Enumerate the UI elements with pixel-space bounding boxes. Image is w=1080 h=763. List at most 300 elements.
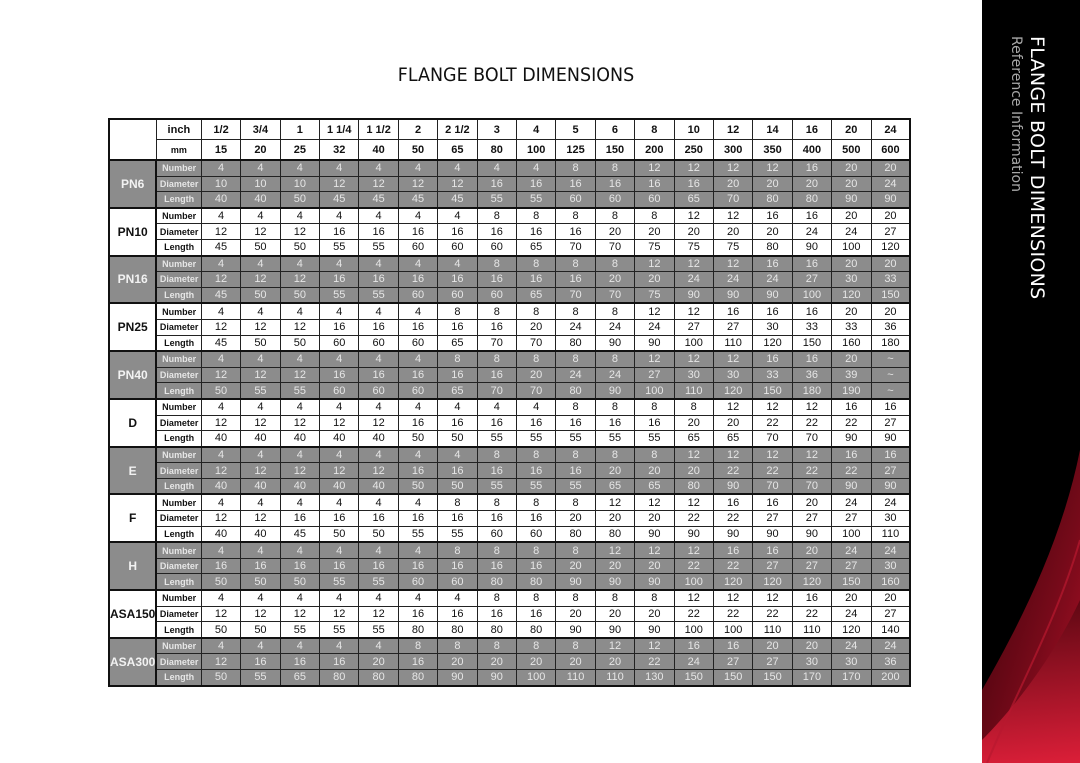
value-cell: 12 xyxy=(595,638,634,654)
value-cell: 70 xyxy=(595,287,634,303)
value-cell: 4 xyxy=(398,303,437,319)
value-cell: 16 xyxy=(477,367,516,383)
value-cell: 24 xyxy=(556,367,595,383)
value-cell: 75 xyxy=(674,239,713,255)
value-cell: 4 xyxy=(438,160,477,176)
value-cell: 12 xyxy=(438,176,477,192)
mm-size: 400 xyxy=(792,140,831,161)
value-cell: 27 xyxy=(792,558,831,574)
value-cell: 16 xyxy=(556,224,595,240)
value-cell: 16 xyxy=(792,303,831,319)
value-cell: 80 xyxy=(516,574,555,590)
value-cell: 12 xyxy=(635,256,674,272)
value-cell: 4 xyxy=(438,447,477,463)
value-cell: 8 xyxy=(595,208,634,224)
value-cell: 20 xyxy=(635,272,674,288)
value-cell: 24 xyxy=(753,272,792,288)
table-row-e-length xyxy=(109,478,910,494)
row-label-length: Length xyxy=(156,670,201,686)
value-cell: 16 xyxy=(320,558,359,574)
value-cell: 12 xyxy=(753,160,792,176)
value-cell: 16 xyxy=(320,367,359,383)
value-cell: 90 xyxy=(832,431,871,447)
inch-size: 16 xyxy=(792,119,831,140)
value-cell: 12 xyxy=(241,367,280,383)
value-cell: 12 xyxy=(635,638,674,654)
value-cell: 20 xyxy=(595,463,634,479)
group-label: D xyxy=(109,399,156,447)
value-cell: 110 xyxy=(713,335,752,351)
value-cell: 16 xyxy=(359,511,398,527)
group-label: ASA150 xyxy=(109,590,156,638)
value-cell: 4 xyxy=(280,542,319,558)
value-cell: 16 xyxy=(477,272,516,288)
value-cell: 4 xyxy=(280,447,319,463)
group-label: PN16 xyxy=(109,256,156,304)
value-cell: 4 xyxy=(320,399,359,415)
value-cell: 150 xyxy=(753,670,792,686)
value-cell: 16 xyxy=(359,558,398,574)
value-cell: 20 xyxy=(871,208,910,224)
value-cell: 4 xyxy=(359,494,398,510)
row-label-number: Number xyxy=(156,494,201,510)
value-cell: 12 xyxy=(635,494,674,510)
value-cell: 90 xyxy=(871,478,910,494)
value-cell: 24 xyxy=(832,638,871,654)
group-label: PN10 xyxy=(109,208,156,256)
value-cell: 16 xyxy=(398,654,437,670)
inch-size: 3 xyxy=(477,119,516,140)
value-cell: 4 xyxy=(201,351,240,367)
mm-size: 500 xyxy=(832,140,871,161)
row-label-number: Number xyxy=(156,351,201,367)
inch-size: 10 xyxy=(674,119,713,140)
sidebar-subtitle: Reference Information xyxy=(1008,36,1024,192)
value-cell: 12 xyxy=(201,224,240,240)
value-cell: 20 xyxy=(792,176,831,192)
inch-size: 24 xyxy=(871,119,910,140)
value-cell: 4 xyxy=(398,160,437,176)
value-cell: 12 xyxy=(792,399,831,415)
value-cell: 16 xyxy=(516,176,555,192)
table-row-pn16-length xyxy=(109,287,910,303)
value-cell: 30 xyxy=(832,654,871,670)
table-row-d-length xyxy=(109,431,910,447)
value-cell: 20 xyxy=(556,606,595,622)
value-cell: 27 xyxy=(753,654,792,670)
value-cell: 4 xyxy=(438,399,477,415)
value-cell: 12 xyxy=(241,224,280,240)
value-cell: 16 xyxy=(477,463,516,479)
value-cell: 150 xyxy=(674,670,713,686)
value-cell: 39 xyxy=(832,367,871,383)
value-cell: 22 xyxy=(753,606,792,622)
value-cell: 4 xyxy=(438,208,477,224)
mm-size: 25 xyxy=(280,140,319,161)
value-cell: 60 xyxy=(477,526,516,542)
value-cell: 90 xyxy=(871,192,910,208)
value-cell: 30 xyxy=(832,272,871,288)
value-cell: 12 xyxy=(320,606,359,622)
value-cell: 16 xyxy=(320,511,359,527)
value-cell: 8 xyxy=(556,399,595,415)
value-cell: 80 xyxy=(477,622,516,638)
value-cell: 12 xyxy=(792,447,831,463)
value-cell: 12 xyxy=(359,415,398,431)
value-cell: 20 xyxy=(792,638,831,654)
value-cell: 90 xyxy=(635,335,674,351)
table-row-pn40-number xyxy=(109,351,910,367)
value-cell: 8 xyxy=(516,590,555,606)
value-cell: 33 xyxy=(753,367,792,383)
value-cell: 55 xyxy=(635,431,674,447)
value-cell: 4 xyxy=(438,590,477,606)
value-cell: 16 xyxy=(359,367,398,383)
value-cell: 4 xyxy=(241,160,280,176)
value-cell: 160 xyxy=(871,574,910,590)
value-cell: 60 xyxy=(438,287,477,303)
value-cell: 36 xyxy=(871,654,910,670)
value-cell: 30 xyxy=(871,511,910,527)
value-cell: 4 xyxy=(359,256,398,272)
value-cell: 55 xyxy=(595,431,634,447)
value-cell: 90 xyxy=(595,574,634,590)
value-cell: 12 xyxy=(674,351,713,367)
value-cell: 22 xyxy=(792,415,831,431)
value-cell: 60 xyxy=(320,335,359,351)
value-cell: 80 xyxy=(753,239,792,255)
value-cell: 4 xyxy=(398,351,437,367)
value-cell: 55 xyxy=(320,239,359,255)
value-cell: 36 xyxy=(871,319,910,335)
table-row-h-diameter xyxy=(109,558,910,574)
mm-size: 350 xyxy=(753,140,792,161)
value-cell: 12 xyxy=(201,272,240,288)
mm-size: 150 xyxy=(595,140,634,161)
value-cell: 65 xyxy=(674,192,713,208)
value-cell: 16 xyxy=(516,272,555,288)
value-cell: 4 xyxy=(320,351,359,367)
value-cell: 24 xyxy=(871,494,910,510)
value-cell: 55 xyxy=(477,431,516,447)
mm-size: 200 xyxy=(635,140,674,161)
inch-label: inch xyxy=(156,119,201,140)
value-cell: 27 xyxy=(832,511,871,527)
value-cell: 75 xyxy=(635,239,674,255)
value-cell: 100 xyxy=(674,574,713,590)
value-cell: 20 xyxy=(871,160,910,176)
value-cell: 50 xyxy=(201,383,240,399)
value-cell: 55 xyxy=(359,574,398,590)
value-cell: 16 xyxy=(201,558,240,574)
value-cell: 20 xyxy=(792,542,831,558)
value-cell: 50 xyxy=(201,574,240,590)
value-cell: 22 xyxy=(792,606,831,622)
value-cell: 4 xyxy=(201,303,240,319)
value-cell: 55 xyxy=(516,431,555,447)
value-cell: 8 xyxy=(556,590,595,606)
value-cell: 16 xyxy=(713,638,752,654)
row-label-diameter: Diameter xyxy=(156,511,201,527)
value-cell: 80 xyxy=(674,478,713,494)
value-cell: 4 xyxy=(398,256,437,272)
value-cell: 16 xyxy=(438,606,477,622)
table-row-pn25-number xyxy=(109,303,910,319)
row-label-number: Number xyxy=(156,399,201,415)
value-cell: 20 xyxy=(595,558,634,574)
table-row-h-number xyxy=(109,542,910,558)
value-cell: 8 xyxy=(477,303,516,319)
header-row-mm xyxy=(109,140,910,161)
value-cell: 4 xyxy=(320,494,359,510)
value-cell: 20 xyxy=(516,319,555,335)
value-cell: 16 xyxy=(280,654,319,670)
value-cell: 120 xyxy=(871,239,910,255)
value-cell: 70 xyxy=(556,287,595,303)
value-cell: 110 xyxy=(556,670,595,686)
value-cell: 22 xyxy=(753,415,792,431)
value-cell: 65 xyxy=(438,383,477,399)
value-cell: 150 xyxy=(832,574,871,590)
value-cell: 22 xyxy=(832,463,871,479)
value-cell: 75 xyxy=(635,287,674,303)
value-cell: 120 xyxy=(832,287,871,303)
value-cell: 16 xyxy=(516,224,555,240)
group-label: H xyxy=(109,542,156,590)
value-cell: 16 xyxy=(398,319,437,335)
value-cell: 16 xyxy=(792,590,831,606)
value-cell: 4 xyxy=(398,494,437,510)
value-cell: 16 xyxy=(320,272,359,288)
table-row-pn6-length xyxy=(109,192,910,208)
value-cell: 55 xyxy=(359,287,398,303)
value-cell: 40 xyxy=(241,431,280,447)
value-cell: 20 xyxy=(477,654,516,670)
inch-size: 14 xyxy=(753,119,792,140)
table-row-pn10-length xyxy=(109,239,910,255)
value-cell: 60 xyxy=(438,239,477,255)
value-cell: 4 xyxy=(280,494,319,510)
value-cell: 27 xyxy=(674,319,713,335)
value-cell: 16 xyxy=(556,463,595,479)
value-cell: 8 xyxy=(516,494,555,510)
value-cell: 20 xyxy=(635,224,674,240)
value-cell: 60 xyxy=(477,239,516,255)
value-cell: 12 xyxy=(713,160,752,176)
value-cell: 45 xyxy=(359,192,398,208)
value-cell: 12 xyxy=(320,415,359,431)
inch-size: 8 xyxy=(635,119,674,140)
value-cell: 30 xyxy=(674,367,713,383)
value-cell: 150 xyxy=(871,287,910,303)
value-cell: 20 xyxy=(832,256,871,272)
row-label-number: Number xyxy=(156,638,201,654)
value-cell: 8 xyxy=(635,399,674,415)
value-cell: 16 xyxy=(753,303,792,319)
value-cell: 27 xyxy=(871,224,910,240)
value-cell: 24 xyxy=(792,224,831,240)
value-cell: 30 xyxy=(713,367,752,383)
value-cell: 90 xyxy=(832,192,871,208)
value-cell: 33 xyxy=(792,319,831,335)
table-row-pn40-length xyxy=(109,383,910,399)
value-cell: 24 xyxy=(674,272,713,288)
value-cell: 70 xyxy=(477,383,516,399)
value-cell: 20 xyxy=(832,590,871,606)
value-cell: 8 xyxy=(556,208,595,224)
value-cell: 12 xyxy=(201,606,240,622)
value-cell: 8 xyxy=(477,590,516,606)
value-cell: 8 xyxy=(477,208,516,224)
value-cell: 12 xyxy=(359,463,398,479)
value-cell: 12 xyxy=(674,494,713,510)
value-cell: 55 xyxy=(556,478,595,494)
inch-size: 3/4 xyxy=(241,119,280,140)
value-cell: 60 xyxy=(398,239,437,255)
value-cell: 16 xyxy=(477,511,516,527)
inch-size: 5 xyxy=(556,119,595,140)
value-cell: 45 xyxy=(320,192,359,208)
value-cell: 16 xyxy=(516,606,555,622)
value-cell: 80 xyxy=(556,383,595,399)
value-cell: 50 xyxy=(241,239,280,255)
value-cell: 24 xyxy=(832,542,871,558)
value-cell: 200 xyxy=(871,670,910,686)
value-cell: 100 xyxy=(635,383,674,399)
value-cell: 16 xyxy=(871,399,910,415)
value-cell: 100 xyxy=(674,622,713,638)
value-cell: 16 xyxy=(438,463,477,479)
value-cell: 4 xyxy=(516,160,555,176)
value-cell: 4 xyxy=(280,303,319,319)
value-cell: 20 xyxy=(832,160,871,176)
value-cell: 45 xyxy=(438,192,477,208)
value-cell: 140 xyxy=(871,622,910,638)
value-cell: 180 xyxy=(871,335,910,351)
value-cell: 16 xyxy=(792,351,831,367)
value-cell: 70 xyxy=(792,431,831,447)
value-cell: 120 xyxy=(832,622,871,638)
table-row-pn25-length xyxy=(109,335,910,351)
value-cell: 16 xyxy=(477,176,516,192)
value-cell: 16 xyxy=(753,351,792,367)
group-label: F xyxy=(109,494,156,542)
value-cell: 90 xyxy=(635,526,674,542)
value-cell: 16 xyxy=(320,224,359,240)
value-cell: 16 xyxy=(556,176,595,192)
value-cell: 120 xyxy=(753,335,792,351)
value-cell: ~ xyxy=(871,383,910,399)
group-label: PN6 xyxy=(109,160,156,208)
value-cell: 40 xyxy=(320,431,359,447)
row-label-diameter: Diameter xyxy=(156,367,201,383)
mm-size: 40 xyxy=(359,140,398,161)
value-cell: 12 xyxy=(635,303,674,319)
value-cell: 16 xyxy=(871,447,910,463)
value-cell: 70 xyxy=(753,431,792,447)
value-cell: 10 xyxy=(280,176,319,192)
value-cell: 90 xyxy=(792,526,831,542)
value-cell: 16 xyxy=(398,606,437,622)
value-cell: 50 xyxy=(438,478,477,494)
mm-size: 65 xyxy=(438,140,477,161)
value-cell: 8 xyxy=(516,638,555,654)
value-cell: 20 xyxy=(635,606,674,622)
inch-size: 2 xyxy=(398,119,437,140)
value-cell: 20 xyxy=(556,654,595,670)
row-label-length: Length xyxy=(156,335,201,351)
value-cell: 4 xyxy=(241,399,280,415)
mm-size: 32 xyxy=(320,140,359,161)
table-row-h-length xyxy=(109,574,910,590)
value-cell: 16 xyxy=(595,176,634,192)
value-cell: 60 xyxy=(516,526,555,542)
value-cell: 4 xyxy=(241,303,280,319)
value-cell: 65 xyxy=(635,478,674,494)
value-cell: 8 xyxy=(556,638,595,654)
value-cell: 20 xyxy=(595,511,634,527)
value-cell: 20 xyxy=(635,463,674,479)
value-cell: 100 xyxy=(516,670,555,686)
row-label-length: Length xyxy=(156,287,201,303)
value-cell: 8 xyxy=(477,351,516,367)
row-label-length: Length xyxy=(156,574,201,590)
value-cell: 27 xyxy=(871,415,910,431)
value-cell: 65 xyxy=(595,478,634,494)
value-cell: 27 xyxy=(871,463,910,479)
value-cell: 8 xyxy=(635,447,674,463)
value-cell: 8 xyxy=(477,542,516,558)
value-cell: 50 xyxy=(241,335,280,351)
value-cell: 22 xyxy=(713,606,752,622)
value-cell: 24 xyxy=(595,319,634,335)
value-cell: 16 xyxy=(674,176,713,192)
value-cell: 90 xyxy=(595,622,634,638)
value-cell: 4 xyxy=(280,638,319,654)
row-label-length: Length xyxy=(156,239,201,255)
value-cell: 4 xyxy=(280,399,319,415)
value-cell: 22 xyxy=(674,558,713,574)
value-cell: 8 xyxy=(595,399,634,415)
row-label-diameter: Diameter xyxy=(156,272,201,288)
value-cell: ~ xyxy=(871,367,910,383)
value-cell: 65 xyxy=(713,431,752,447)
value-cell: 55 xyxy=(477,478,516,494)
value-cell: 12 xyxy=(398,176,437,192)
value-cell: 12 xyxy=(713,208,752,224)
value-cell: 8 xyxy=(438,542,477,558)
value-cell: 12 xyxy=(241,415,280,431)
value-cell: 12 xyxy=(280,463,319,479)
value-cell: 20 xyxy=(753,224,792,240)
value-cell: 12 xyxy=(635,160,674,176)
value-cell: 40 xyxy=(359,431,398,447)
value-cell: 55 xyxy=(320,622,359,638)
value-cell: 110 xyxy=(753,622,792,638)
value-cell: 150 xyxy=(713,670,752,686)
value-cell: 12 xyxy=(713,590,752,606)
row-label-diameter: Diameter xyxy=(156,415,201,431)
row-label-length: Length xyxy=(156,383,201,399)
value-cell: 100 xyxy=(832,239,871,255)
value-cell: 90 xyxy=(753,526,792,542)
value-cell: 90 xyxy=(674,526,713,542)
row-label-diameter: Diameter xyxy=(156,224,201,240)
value-cell: 90 xyxy=(832,478,871,494)
flange-bolt-table xyxy=(108,118,911,687)
value-cell: 12 xyxy=(674,208,713,224)
value-cell: 90 xyxy=(438,670,477,686)
